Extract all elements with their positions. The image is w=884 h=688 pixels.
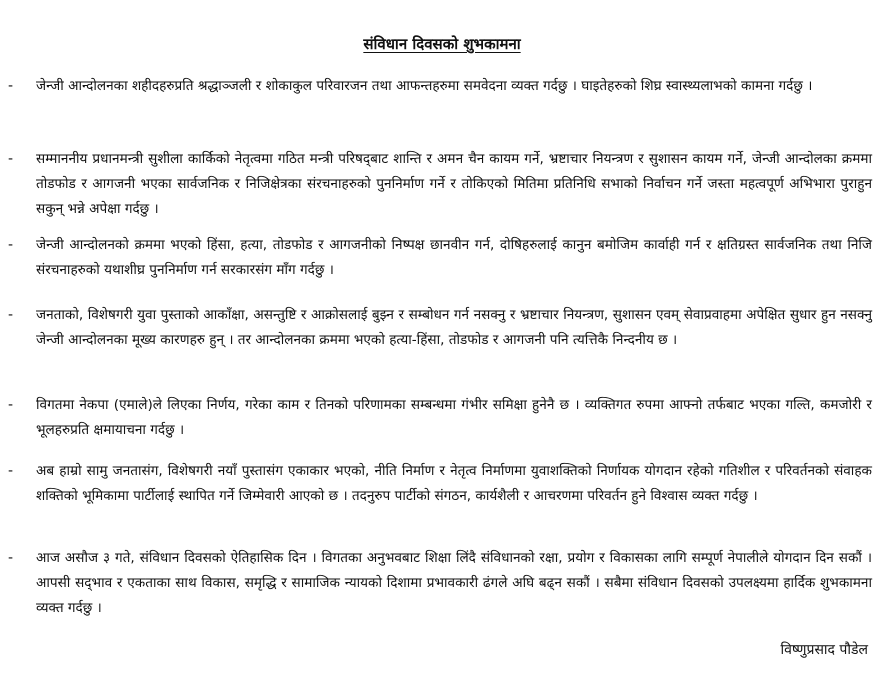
- bullet-dash: -: [8, 151, 14, 167]
- paragraph-text: जनताको, विशेषगरी युवा पुस्ताको आकाँक्षा, असन्तुष्टि र आक्रोसलाई बुझ्न र सम्बोधन गर्न नसक्नु र भ्रष्टाचार नियन्त्रण, सुशासन एवम् सेवाप्रवाहमा अपेक्षित सुधार हुन नसक्नु जेन्जी आन्दोलनका मूख्य कारणहरु हुन् । तर आन्दोलनका क्रममा भएको हत्या-हिंसा, तोडफोड र आगजनी पनि त्यत्तिकै निन्दनीय छ ।: [36, 307, 872, 348]
- document-title: संविधान दिवसको शुभकामना: [363, 35, 521, 53]
- paragraph-text: सम्माननीय प्रधानमन्त्री सुशीला कार्किको नेतृत्वमा गठित मन्त्री परिषद्‌बाट शान्ति र अमन चैन कायम गर्ने, भ्रष्टाचार नियन्त्रण र सुशासन कायम गर्ने, जेन्जी आन्दोलका क्रममा तोडफोड र आगजनी भएका सार्वजनिक र निजिक्षेत्रका संरचनाहरुको पुननिर्माण गर्ने र तोकिएको मितिमा प्रतिनिधि सभाको निर्वाचन गर्ने जस्ता महत्वपूर्ण अभिभारा पुराहुन सकुन् भन्ने अपेक्षा गर्दछु ।: [36, 151, 872, 217]
- paragraph-item: [8, 393, 872, 443]
- paragraph-item: [8, 74, 872, 99]
- bullet-dash: -: [8, 78, 14, 94]
- signature: विष्णुप्रसाद पौडेल: [780, 642, 868, 658]
- paragraph-item: [8, 303, 872, 353]
- paragraph-text: विगतमा नेकपा (एमाले)ले लिएका निर्णय, गरेका काम र तिनको परिणामका सम्बन्धमा गंभीर समिक्षा हुनेनै छ । व्यक्तिगत रुपमा आफ्नो तर्फबाट भएका गल्ति, कमजोरी र भूलहरुप्रति क्षमायाचना गर्दछु ।: [36, 397, 872, 438]
- paragraph-item: [8, 147, 872, 222]
- paragraph-text: जेन्जी आन्दोलनका शहीदहरुप्रति श्रद्धाञ्जली र शोकाकुल परिवारजन तथा आफन्तहरुमा समवेदना व्यक्त गर्दछु । घाइतेहरुको शिघ्र स्वास्थ्यलाभको कामना गर्दछु ।: [36, 78, 813, 94]
- bullet-dash: -: [8, 237, 14, 253]
- paragraph-item: [8, 459, 872, 509]
- bullet-dash: -: [8, 463, 14, 479]
- paragraph-text: जेन्जी आन्दोलनको क्रममा भएको हिंसा, हत्या, तोडफोड र आगजनीको निष्पक्ष छानवीन गर्न, दोषिहरुलाई कानुन बमोजिम कार्वाही गर्न र क्षतिग्रस्त सार्वजनिक तथा निजि संरचनाहरुको यथाशीघ्र पुननिर्माण गर्न सरकारसंग माँग गर्दछु ।: [36, 237, 872, 278]
- paragraph-text: अब हाम्रो सामु जनतासंग, विशेषगरी नयाँ पुस्तासंग एकाकार भएको, नीति निर्माण र नेतृत्व निर्माणमा युवाशक्तिको निर्णायक योगदान रहेको गतिशील र परिवर्तनको संवाहक शक्तिको भूमिकामा पार्टीलाई स्थापित गर्ने जिम्मेवारी आएको छ । तदनुरुप पार्टीको संगठन, कार्यशैली र आचरणमा परिवर्तन हुने विश्वास व्यक्त गर्दछु ।: [36, 463, 872, 504]
- bullet-dash: -: [8, 307, 14, 323]
- bullet-dash: -: [8, 397, 14, 413]
- paragraph-text: आज असौज ३ गते, संविधान दिवसको ऐतिहासिक दिन । विगतका अनुभवबाट शिक्षा लिंदै संविधानको रक्षा, प्रयोग र विकासका लागि सम्पूर्ण नेपालीले योगदान दिन सकौं । आपसी सद्‌भाव र एकताका साथ विकास, समृद्धि र सामाजिक न्यायको दिशामा प्रभावकारी ढंगले अघि बढ्न सकौं । सबैमा संविधान दिवसको उपलक्ष्यमा हार्दिक शुभकामना व्यक्त गर्दछु ।: [36, 550, 872, 616]
- paragraph-item: [8, 546, 872, 621]
- paragraph-item: [8, 233, 872, 283]
- bullet-dash: -: [8, 550, 14, 566]
